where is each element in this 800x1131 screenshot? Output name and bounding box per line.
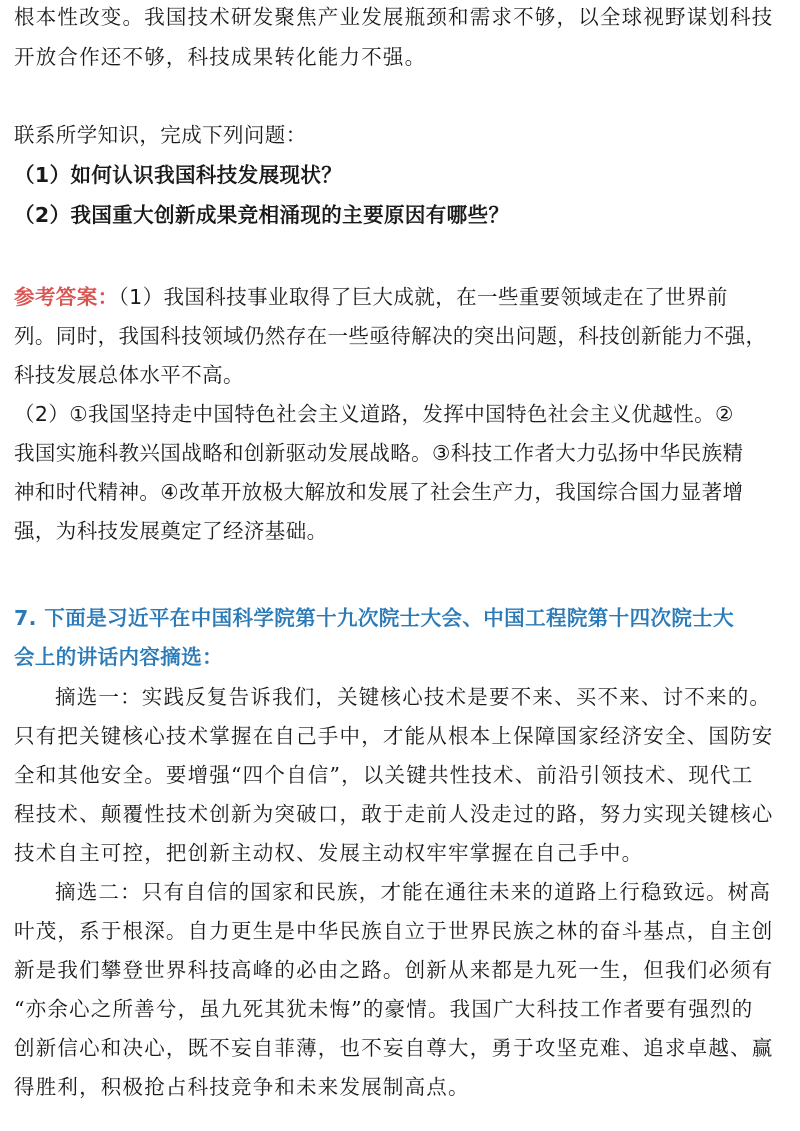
excerpt-2-line-1: 摘选二：只有自信的国家和民族，才能在通往未来的道路上行稳致远。树高 (55, 880, 772, 904)
excerpt-2-line-5: 创新信心和决心，既不妄自菲薄，也不妄自尊大，勇于攻坚克难、追求卓越、赢 (14, 1036, 774, 1060)
excerpt-1-line-4: 程技术、颠覆性技术创新为突破口，敢于走前人没走过的路，努力实现关键核心 (14, 802, 774, 826)
answer-part2-line-4: 强，为科技发展奠定了经济基础。 (14, 519, 328, 543)
intro-line-2: 开放合作还不够，科技成果转化能力不强。 (14, 45, 427, 69)
excerpt-1-line-2: 只有把关键核心技术掌握在自己手中，才能从根本上保障国家经济安全、国防安 (14, 724, 774, 748)
excerpt-1-line-3: 全和其他安全。要增强“四个自信”，以关键共性技术、前沿引领技术、现代工 (14, 763, 754, 787)
question-7-title-line-1: 7. 下面是习近平在中国科学院第十九次院士大会、中国工程院第十四次院士大 (14, 606, 735, 630)
question-7-title-line-2: 会上的讲话内容摘选： (14, 645, 223, 669)
answer-part1-line-3: 科技发展总体水平不高。 (14, 363, 244, 387)
excerpt-1-line-1: 摘选一：实践反复告诉我们，关键核心技术是要不来、买不来、讨不来的。 (55, 685, 772, 709)
question-1: （1）如何认识我国科技发展现状？ (14, 163, 343, 187)
answer-part1-line-1 (14, 282, 728, 312)
answer-part2-line-3: 神和时代精神。④改革开放极大解放和发展了社会生产力，我国综合国力显著增 (14, 480, 744, 504)
question-2: （2）我国重大创新成果竞相涌现的主要原因有哪些？ (14, 203, 510, 227)
excerpt-2-line-2: 叶茂，系于根深。自力更生是中华民族自立于世界民族之林的奋斗基点，自主创 (14, 919, 774, 943)
task-prompt: 联系所学知识，完成下列问题： (14, 123, 307, 147)
answer-part1-line-2: 列。同时，我国科技领域仍然存在一些亟待解决的突出问题，科技创新能力不强， (14, 324, 767, 348)
answer-label: 参考答案： (14, 285, 119, 309)
excerpt-2-line-6: 得胜利，积极抢占科技竞争和未来发展制高点。 (14, 1075, 470, 1099)
intro-line-1: 根本性改变。我国技术研发聚焦产业发展瓶颈和需求不够，以全球视野谋划科技 (14, 5, 774, 29)
excerpt-2-line-3: 新是我们攀登世界科技高峰的必由之路。创新从来都是九死一生，但我们必须有 (14, 958, 774, 982)
excerpt-2-line-4: “亦余心之所善兮，虽九死其犹未悔”的豪情。我国广大科技工作者要有强烈的 (14, 997, 754, 1021)
answer-a1-line1: （1）我国科技事业取得了巨大成就，在一些重要领域走在了世界前 (118, 285, 728, 309)
answer-part2-line-2: 我国实施科教兴国战略和创新驱动发展战略。③科技工作者大力弘扬中华民族精 (14, 441, 744, 465)
excerpt-1-line-5: 技术自主可控，把创新主动权、发展主动权牢牢掌握在自己手中。 (14, 841, 644, 865)
answer-part2-line-1: （2）①我国坚持走中国特色社会主义道路，发挥中国特色社会主义优越性。② (14, 402, 734, 426)
